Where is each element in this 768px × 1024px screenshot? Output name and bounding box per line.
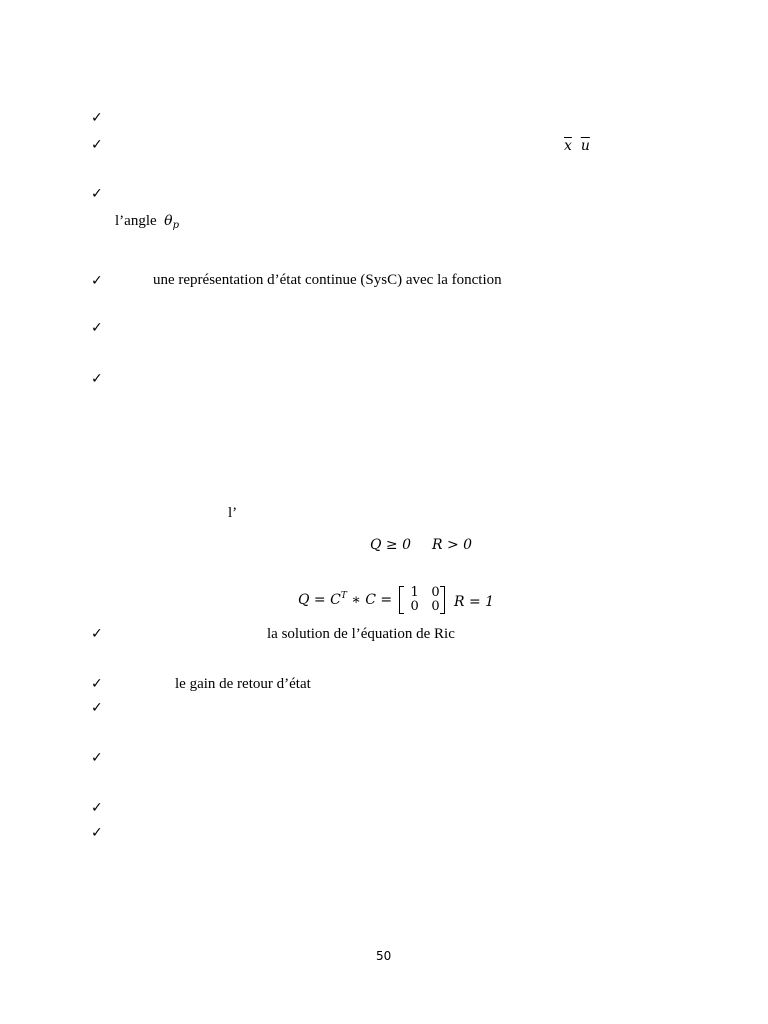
math-q-condition: Q ≥ 0 [370, 537, 412, 553]
fragment-l-text: l’ [228, 505, 238, 521]
math-ubar: $\overline{u}$ [580, 138, 590, 154]
page-number: 50 [376, 949, 392, 963]
state-representation-text: une représentation d’état continue (SysC) avec la fonction [153, 272, 502, 288]
bullet-check-icon: ✓ [91, 676, 103, 692]
math-xbar: $\overline{x}$ [564, 138, 572, 154]
angle-label: l’angle [115, 213, 157, 229]
riccati-text: la solution de l’équation de Ric [267, 626, 455, 642]
math-state-vars [564, 137, 590, 155]
bullet-check-icon: ✓ [91, 700, 103, 716]
math-r-value: R = 1 [454, 594, 495, 610]
bullet-check-icon: ✓ [91, 800, 103, 816]
bullet-check-icon: ✓ [91, 137, 103, 153]
bullet-check-icon: ✓ [91, 186, 103, 202]
angle-line [115, 212, 179, 235]
gain-text: le gain de retour d’état [175, 676, 311, 692]
bullet-check-icon: ✓ [91, 750, 103, 766]
math-theta-p: $\theta_p$ [164, 213, 179, 231]
math-matrix: 1 0 0 0 [399, 586, 445, 614]
bullet-check-icon: ✓ [91, 371, 103, 387]
bullet-check-icon: ✓ [91, 273, 103, 289]
bullet-check-icon: ✓ [91, 825, 103, 841]
math-r-condition: R > 0 [432, 537, 473, 553]
bullet-check-icon: ✓ [91, 626, 103, 642]
bullet-check-icon: ✓ [91, 110, 103, 126]
bullet-check-icon: ✓ [91, 320, 103, 336]
math-q-definition: $Q = C^T$ ∗ C = 1 0 0 0 [298, 586, 447, 614]
